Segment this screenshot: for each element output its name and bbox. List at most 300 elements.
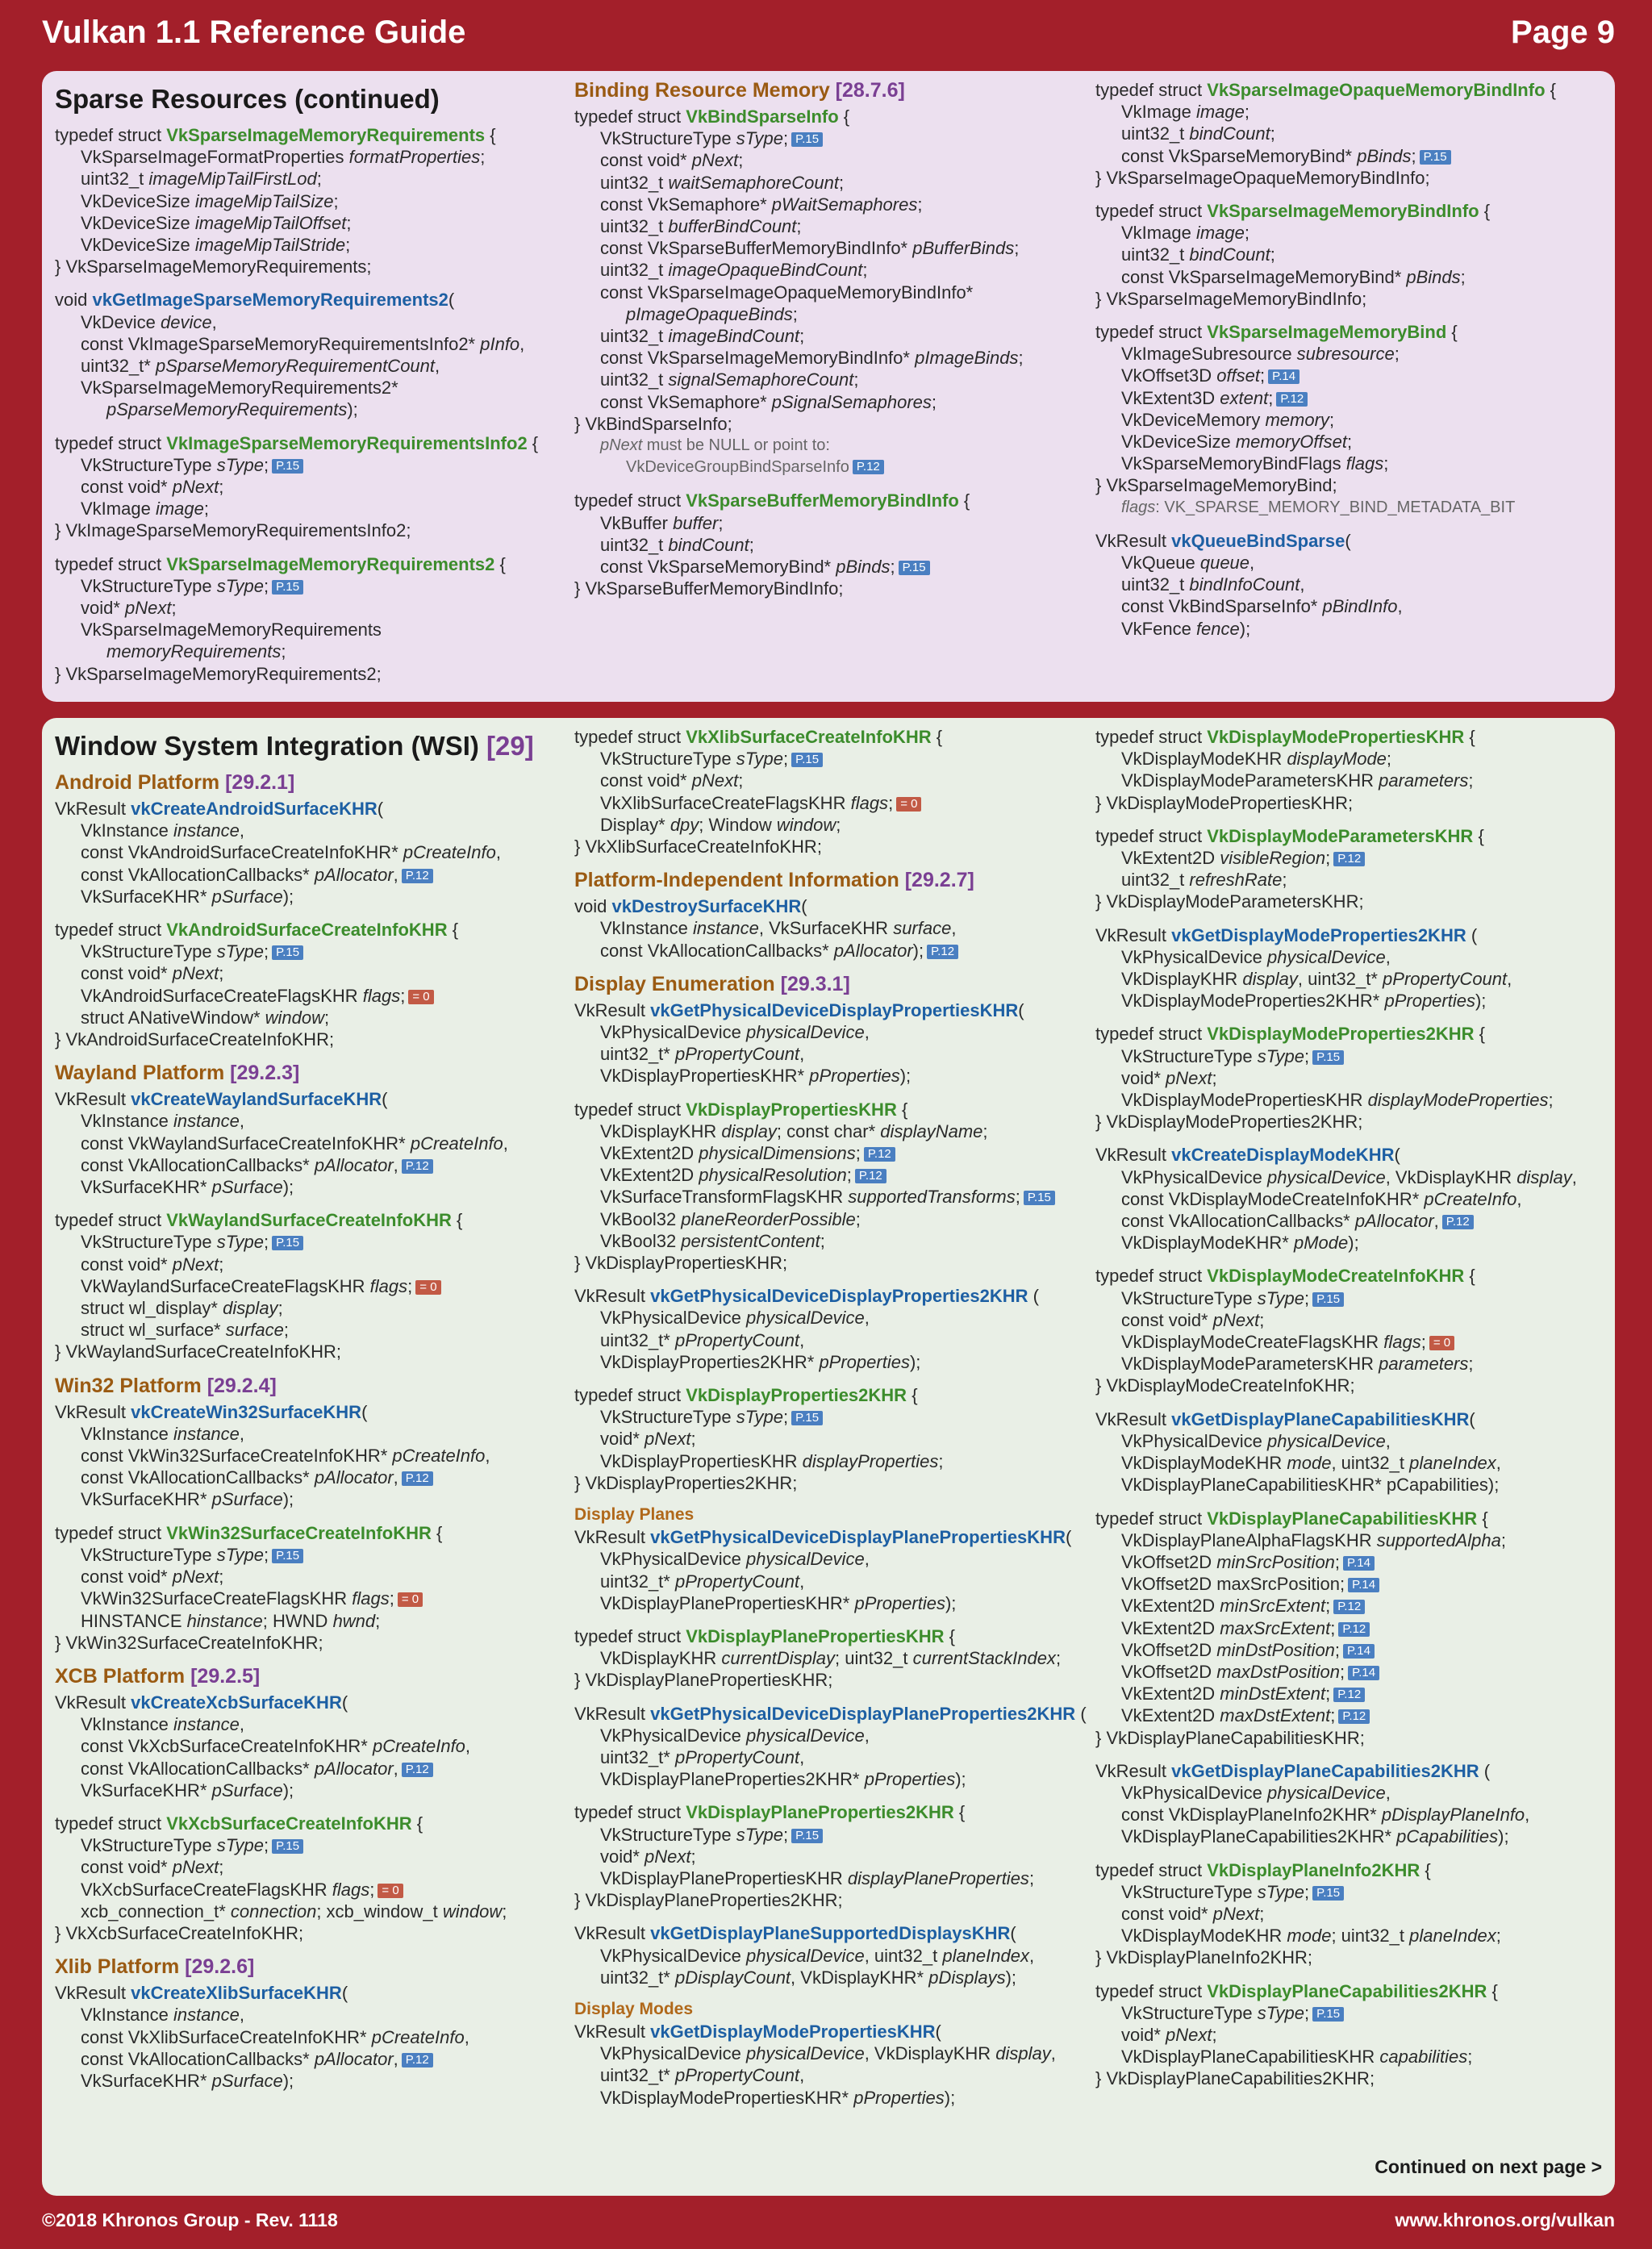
text: VkExtent3D — [1121, 387, 1220, 408]
text: , — [799, 2065, 805, 2086]
text: const VkSemaphore* — [600, 194, 772, 215]
text: VkSparseImageMemoryRequirements — [81, 620, 382, 640]
text: ); — [282, 886, 294, 907]
text: VkSparseMemoryBindFlags — [1121, 453, 1346, 474]
text: const VkAllocationCallbacks* — [81, 864, 315, 885]
text: { — [1474, 1024, 1485, 1045]
text: ; — [1340, 1661, 1345, 1682]
text: const void* — [81, 1254, 173, 1275]
text: ; — [1244, 102, 1249, 123]
parameter-name: pPropertyCount — [674, 1746, 800, 1767]
parameter-name: pAllocator — [833, 940, 913, 961]
code-line — [55, 2004, 571, 2026]
code-line — [1095, 1045, 1612, 1067]
text: const VkWaylandSurfaceCreateInfoKHR* — [81, 1133, 411, 1154]
text: VkInstance — [81, 1111, 173, 1132]
text: VkOffset2D — [1121, 1551, 1217, 1572]
text: ; uint32_t — [1331, 1926, 1410, 1946]
code-line — [55, 553, 571, 575]
code-note — [574, 435, 1091, 457]
text: ; — [219, 1567, 224, 1588]
code-line — [55, 398, 571, 420]
code-line — [1095, 365, 1612, 386]
code-line — [1095, 946, 1612, 968]
text: } VkDisplayProperties2KHR; — [574, 1472, 798, 1493]
code-line — [55, 1275, 571, 1297]
text: { — [931, 727, 943, 747]
code-line — [55, 663, 571, 685]
text: ; — [846, 1165, 852, 1186]
text: } VkXlibSurfaceCreateInfoKHR; — [574, 837, 822, 857]
text: must be NULL or point to: — [642, 436, 830, 455]
subsection-heading — [55, 1665, 571, 1688]
text: struct ANativeWindow* — [81, 1007, 265, 1028]
type-name: VkDisplayPlaneCapabilitiesKHR — [1207, 1508, 1478, 1529]
parameter-name: pBindInfo — [1322, 596, 1398, 617]
code-line — [55, 454, 571, 476]
text: , — [1516, 1188, 1522, 1209]
parameter-name: imageMipTailOffset — [194, 212, 347, 233]
code-line — [1095, 825, 1612, 847]
text: } VkSparseImageMemoryRequirements2; — [55, 663, 382, 684]
parameter-name: visibleRegion — [1220, 848, 1326, 869]
parameter-name: displayProperties — [802, 1450, 939, 1471]
subsection-heading — [574, 79, 1091, 102]
code-line — [55, 333, 571, 355]
parameter-name: maxDstExtent — [1220, 1705, 1331, 1726]
parameter-name: minDstPosition — [1216, 1639, 1335, 1660]
text: typedef struct — [574, 1625, 686, 1646]
text: ; — [749, 534, 754, 555]
parameter-name: offset — [1216, 365, 1261, 386]
parameter-name: flags — [1383, 1332, 1421, 1353]
text: VkFence — [1121, 618, 1196, 639]
parameter-name: planeIndex — [942, 1945, 1029, 1966]
code-block — [574, 1703, 1091, 1791]
code-block — [55, 553, 571, 685]
section-ref: [29.2.5] — [190, 1664, 261, 1688]
wsi-panel — [42, 718, 1615, 2196]
code-block — [574, 1099, 1091, 1275]
text: typedef struct — [55, 920, 167, 941]
section-ref: [29.2.4] — [206, 1374, 277, 1397]
text: , — [239, 1714, 245, 1735]
parameter-name: memoryOffset — [1235, 432, 1347, 453]
text: VkResult — [1095, 1408, 1172, 1429]
code-line — [55, 124, 571, 146]
text: ( — [1479, 1760, 1491, 1781]
text: ; — [1330, 1705, 1336, 1726]
parameter-name: bindCount — [1189, 244, 1270, 265]
code-line — [574, 1592, 1091, 1614]
parameter-name: surface — [893, 918, 952, 939]
text: ; — [264, 1544, 269, 1565]
type-name: VkDisplayPlaneCapabilities2KHR — [1207, 1980, 1487, 2001]
code-line — [55, 1231, 571, 1253]
text: Display* — [600, 814, 670, 835]
text: uint32_t — [600, 326, 669, 347]
text: , — [1385, 1430, 1391, 1451]
text: VkStructureType — [81, 454, 217, 475]
text: typedef struct — [55, 1210, 167, 1231]
copyright: ©2018 Khronos Group - Rev. 1118 — [42, 2209, 338, 2230]
code-line — [55, 1423, 571, 1445]
text: uint32_t* — [81, 356, 156, 377]
section-ref: [29.2.7] — [904, 869, 974, 892]
text: VkStructureType — [600, 749, 736, 770]
code-note — [1095, 497, 1612, 519]
text: Display Enumeration — [574, 972, 781, 995]
text: uint32_t* — [600, 1044, 675, 1065]
section-ref: [29.2.6] — [185, 1955, 255, 1979]
text: { — [944, 1625, 955, 1646]
text: typedef struct — [55, 432, 167, 453]
text: VkBool32 — [600, 1230, 682, 1251]
code-line — [574, 1526, 1091, 1548]
parameter-name: sType — [1257, 1881, 1305, 1902]
code-line — [1095, 595, 1612, 617]
code-line — [574, 940, 1091, 962]
text: , — [211, 311, 217, 332]
text: VkImage — [1121, 223, 1196, 244]
function-name: vkGetDisplayModePropertiesKHR — [650, 2021, 936, 2042]
text: const void* — [600, 150, 692, 171]
code-line — [55, 1445, 571, 1467]
text: , — [1299, 574, 1305, 595]
text: VkDisplayPlanePropertiesKHR — [600, 1867, 848, 1888]
page-ref-tag: P.12 — [927, 945, 958, 959]
code-line — [574, 1922, 1091, 1944]
text: ; — [1460, 266, 1466, 287]
text: { — [1446, 322, 1458, 343]
text: ; — [796, 216, 802, 237]
text: { — [838, 106, 850, 127]
code-line — [574, 1889, 1091, 1911]
code-line — [574, 303, 1091, 325]
parameter-name: currentDisplay — [721, 1648, 835, 1669]
function-name: vkCreateAndroidSurfaceKHR — [131, 799, 378, 819]
parameter-name: pCreateInfo — [392, 1446, 486, 1467]
code-line — [55, 886, 571, 908]
text: , — [1507, 969, 1512, 990]
text: typedef struct — [55, 1522, 167, 1543]
page-ref-tag: P.15 — [1312, 1886, 1344, 1901]
zero-value-tag: = 0 — [378, 1884, 403, 1898]
text: ); — [282, 2070, 294, 2091]
code-line — [55, 1029, 571, 1050]
text: ; — [1304, 1045, 1310, 1066]
text: ; — [718, 512, 724, 533]
parameter-name: pBinds — [836, 557, 891, 578]
text: typedef struct — [574, 490, 686, 511]
code-line — [55, 355, 571, 377]
text: , VkSurfaceKHR — [758, 918, 894, 939]
type-name: VkWin32SurfaceCreateInfoKHR — [166, 1522, 432, 1543]
parameter-name: pSparseMemoryRequirementCount — [155, 356, 436, 377]
page-ref-tag: P.12 — [1338, 1709, 1370, 1724]
page-ref-tag: P.14 — [1348, 1666, 1379, 1680]
code-line — [55, 1610, 571, 1632]
text: struct wl_surface* — [81, 1320, 226, 1341]
text: ); — [282, 1780, 294, 1800]
text: typedef struct — [1095, 201, 1208, 222]
code-line — [574, 369, 1091, 390]
parameter-name: pProperties — [853, 2087, 945, 2108]
text: ; — [1014, 238, 1020, 259]
code-line — [55, 640, 571, 662]
code-block — [55, 289, 571, 420]
type-name: VkSparseImageOpaqueMemoryBindInfo — [1207, 80, 1546, 100]
section-title: Window System Integration (WSI) — [55, 731, 479, 761]
parameter-name: image — [1195, 223, 1245, 244]
code-line — [574, 1472, 1091, 1494]
text: , VkDisplayKHR — [1385, 1166, 1517, 1187]
page-ref-tag: P.15 — [272, 580, 303, 595]
parameter-name: currentStackIndex — [912, 1648, 1056, 1669]
parameter-name: mode — [1287, 1926, 1332, 1946]
text: { — [411, 1813, 423, 1834]
code-line — [55, 619, 571, 640]
page-ref-tag: P.15 — [1312, 2007, 1344, 2022]
text: ; — [407, 1275, 413, 1296]
text: ; — [1467, 2047, 1473, 2067]
code-line — [55, 1544, 571, 1566]
text: ( — [382, 1089, 388, 1110]
parameter-name: sType — [1257, 1045, 1305, 1066]
text: typedef struct — [1095, 1859, 1208, 1880]
text: Platform-Independent Information — [574, 869, 905, 892]
text: const VkDisplayModeCreateInfoKHR* — [1121, 1188, 1425, 1209]
text: ); — [955, 1769, 966, 1790]
code-line — [1095, 1804, 1612, 1825]
page-ref-tag: P.15 — [791, 1829, 823, 1843]
parameter-name: pAllocator — [314, 1154, 394, 1175]
text: typedef struct — [574, 106, 686, 127]
parameter-name: persistentContent — [681, 1230, 820, 1251]
page-ref-tag: P.12 — [1276, 392, 1308, 407]
guide-title: Vulkan 1.1 Reference Guide — [42, 15, 466, 50]
parameter-name: display — [995, 2043, 1051, 2064]
parameter-name: pCreateInfo — [371, 2026, 465, 2047]
code-block — [574, 1526, 1091, 1614]
text: uint32_t* — [600, 2065, 675, 2086]
parameter-name: pSurface — [211, 1177, 283, 1198]
code-line — [55, 1758, 571, 1780]
text: VkStructureType — [1121, 1881, 1258, 1902]
code-line — [1095, 288, 1612, 310]
text: VkImage — [1121, 102, 1196, 123]
code-line — [574, 836, 1091, 857]
parameter-name: pProperties — [819, 1351, 910, 1372]
text: } VkDisplayModeParametersKHR; — [1095, 891, 1364, 912]
page-ref-tag: P.15 — [272, 945, 303, 960]
text: VkImage — [81, 499, 156, 519]
code-line — [574, 1142, 1091, 1164]
text: ( — [341, 1983, 348, 2004]
page-ref-tag: P.15 — [1312, 1050, 1344, 1065]
text: const VkSparseMemoryBind* — [1121, 145, 1358, 166]
subsection-heading — [574, 973, 1091, 996]
code-line — [574, 1746, 1091, 1768]
code-line — [1095, 453, 1612, 474]
code-line — [55, 1401, 571, 1423]
code-block — [1095, 79, 1612, 189]
code-note — [574, 457, 1091, 478]
text: , — [864, 1549, 870, 1570]
text: VkResult — [574, 1703, 651, 1724]
code-line — [574, 1945, 1091, 1967]
text: } VkDisplayPropertiesKHR; — [574, 1253, 788, 1274]
parameter-name: supportedAlpha — [1376, 1529, 1501, 1550]
text: VkResult — [1095, 530, 1172, 551]
page-footer — [0, 2201, 1652, 2249]
text: uint32_t — [1121, 123, 1190, 144]
text: VkExtent2D — [1121, 1617, 1220, 1638]
parameter-name: pPropertyCount — [1383, 969, 1508, 990]
text: ; — [1268, 387, 1274, 408]
text: } VkDisplayModeProperties2KHR; — [1095, 1112, 1363, 1133]
text: VkDisplayPlaneCapabilities2KHR* — [1121, 1826, 1397, 1847]
parameter-name: pNext — [691, 770, 739, 791]
text: , — [239, 820, 245, 841]
code-block — [55, 432, 571, 542]
text: , — [864, 1725, 870, 1746]
subsection-heading — [55, 1375, 571, 1398]
text: ; — [375, 1610, 381, 1631]
parameter-name: physicalDimensions — [699, 1143, 856, 1164]
text: ( — [448, 290, 455, 311]
parameter-name: refreshRate — [1189, 870, 1283, 891]
parameter-name: sType — [1257, 2002, 1305, 2023]
parameter-name: displayModeProperties — [1367, 1090, 1549, 1111]
parameter-name: sType — [216, 1232, 265, 1253]
parameter-name: pProperties — [809, 1066, 900, 1087]
type-name: VkSparseBufferMemoryBindInfo — [686, 490, 959, 511]
code-block — [1095, 1023, 1612, 1133]
text: } VkDisplayModeCreateInfoKHR; — [1095, 1375, 1355, 1396]
code-line — [574, 556, 1091, 578]
page-header — [0, 0, 1652, 71]
code-line — [1095, 1188, 1612, 1210]
text: ( — [1469, 1408, 1475, 1429]
code-line — [55, 146, 571, 168]
text: ; — [1260, 365, 1266, 386]
code-line — [1095, 1023, 1612, 1045]
code-block — [1095, 321, 1612, 519]
code-line — [574, 814, 1091, 836]
parameter-name: pBinds — [1406, 266, 1461, 287]
text: typedef struct — [55, 1813, 167, 1834]
text: VkDeviceMemory — [1121, 409, 1266, 430]
parameter-name: displayMode — [1287, 749, 1387, 770]
text: VkStructureType — [81, 1232, 217, 1253]
parameter-name: pCreateInfo — [410, 1133, 503, 1154]
text: VkInstance — [81, 1714, 173, 1735]
code-line — [1095, 2067, 1612, 2089]
code-line — [574, 1548, 1091, 1570]
parameter-name: pPropertyCount — [674, 2065, 800, 2086]
text: ; — [345, 235, 351, 256]
text: typedef struct — [1095, 1508, 1208, 1529]
text: ); — [282, 1177, 294, 1198]
text: VkResult — [55, 799, 131, 819]
parameter-name: flags — [1121, 498, 1156, 516]
text: , — [1525, 1805, 1530, 1825]
parameter-name: memory — [1265, 409, 1329, 430]
type-name: VkDisplayModePropertiesKHR — [1207, 727, 1465, 747]
code-line — [1095, 847, 1612, 869]
function-name: vkCreateDisplayModeKHR — [1171, 1145, 1395, 1166]
code-line — [55, 1522, 571, 1544]
code-line — [55, 985, 571, 1007]
code-line — [55, 519, 571, 541]
text: ; — [888, 792, 894, 813]
website-link[interactable]: www.khronos.org/vulkan — [1395, 2209, 1615, 2230]
code-line — [574, 1099, 1091, 1120]
text: ; — [171, 598, 177, 619]
text: VkDeviceSize — [1121, 432, 1236, 453]
code-line — [574, 1230, 1091, 1252]
code-line — [55, 1813, 571, 1834]
parameter-name: physicalDevice — [745, 1945, 865, 1966]
text: Xlib Platform — [55, 1955, 186, 1979]
code-line — [1095, 222, 1612, 244]
text: ; — [203, 499, 209, 519]
text: ; — [855, 1143, 861, 1164]
code-block — [574, 895, 1091, 962]
parameter-name: formatProperties — [348, 147, 481, 168]
text: VkResult — [55, 1983, 131, 2004]
page-ref-tag: P.12 — [1338, 1622, 1370, 1637]
parameter-name: physicalDevice — [745, 1308, 865, 1329]
text: ; — [862, 260, 868, 281]
function-name: vkGetPhysicalDeviceDisplayPlaneProperties2KHR — [650, 1703, 1076, 1724]
code-block — [55, 919, 571, 1050]
text: ); — [347, 399, 358, 420]
type-name: VkDisplayPlaneInfo2KHR — [1207, 1859, 1420, 1880]
text: VkStructureType — [1121, 2002, 1258, 2023]
parameter-name: extent — [1220, 387, 1269, 408]
code-line — [574, 172, 1091, 194]
text: ; — [838, 172, 845, 193]
minor-heading: Display Planes — [574, 1505, 695, 1525]
text: Wayland Platform — [55, 1062, 231, 1085]
text: VkDisplayPlaneCapabilitiesKHR* pCapabilities); — [1121, 1475, 1500, 1496]
text: , — [1571, 1166, 1577, 1187]
code-line — [1095, 968, 1612, 990]
code-line — [574, 1846, 1091, 1867]
parameter-name: flags — [362, 985, 401, 1006]
text: VkWaylandSurfaceCreateFlagsKHR — [81, 1275, 370, 1296]
text: ; — [1420, 1332, 1426, 1353]
zero-value-tag: = 0 — [896, 797, 921, 812]
text: VkXcbSurfaceCreateFlagsKHR — [81, 1879, 332, 1900]
text: typedef struct — [1095, 727, 1208, 747]
text: VkDisplayProperties2KHR* — [600, 1351, 820, 1372]
text: , — [503, 1133, 508, 1154]
code-line — [574, 917, 1091, 939]
text: const void* — [1121, 1309, 1213, 1330]
code-line — [574, 1164, 1091, 1186]
code-line — [1095, 1232, 1612, 1254]
code-line — [574, 1285, 1091, 1307]
text: ( — [1466, 924, 1478, 945]
text: const VkSparseImageMemoryBind* — [1121, 266, 1407, 287]
continued-note: Continued on next page > — [1375, 2156, 1602, 2177]
text: ; HWND — [262, 1610, 333, 1631]
text: VkDisplayPropertiesKHR* — [600, 1066, 810, 1087]
parameter-name: pInfo — [480, 333, 520, 354]
